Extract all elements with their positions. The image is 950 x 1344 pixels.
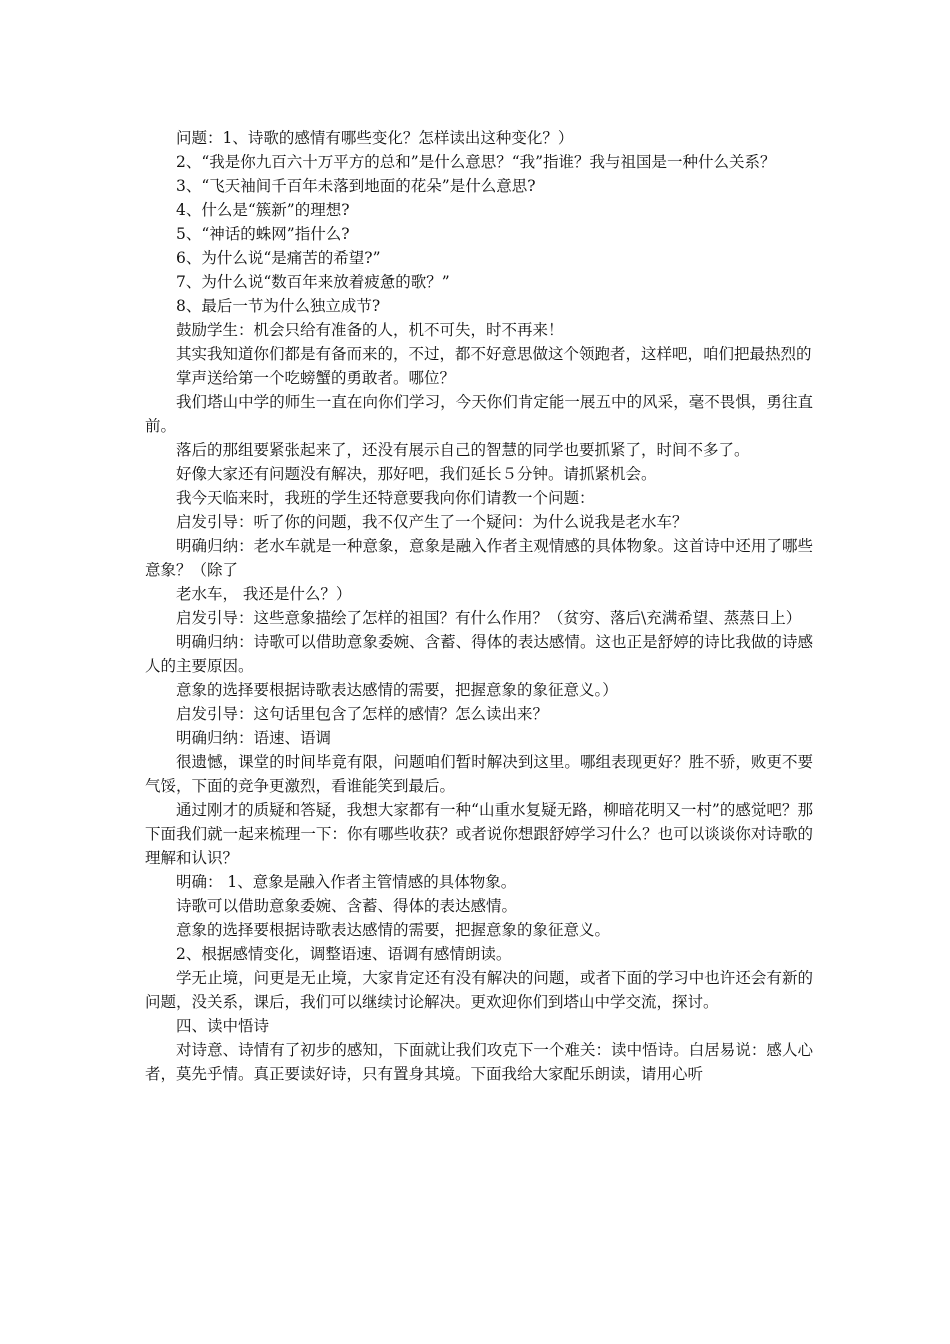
applause-paragraph: 掌声送给第一个吃螃蟹的勇敢者。哪位？ — [176, 369, 456, 387]
encourage-paragraph: 鼓励学生：机会只给有准备的人，机不可失，时不再来！ — [176, 321, 564, 339]
guide-motherland-paragraph: 启发引导：这些意象描绘了怎样的祖国？有什么作用？（贫穷、落后\充满希望、蒸蒸日上） — [176, 609, 802, 627]
question-6-paragraph: 6、为什么说“是痛苦的希望?” — [176, 249, 381, 267]
review-paragraph: 通过刚才的质疑和答疑，我想大家都有一种“山重水复疑无路，柳暗花明又一村”的感觉吧？那下面我们就一起来梳理一下：你有哪些收获？或者说你想跟舒婷学习什么？也可以谈谈你对诗歌的理解和认识？ — [145, 801, 813, 867]
imagery-choice-paragraph: 意象的选择要根据诗歌表达感情的需要，把握意象的象征意义。） — [176, 681, 618, 699]
question-8-paragraph: 8、最后一节为什么独立成节? — [176, 297, 381, 315]
reading-intro-paragraph: 对诗意、诗情有了初步的感知，下面就让我们攻克下一个难关：读中悟诗。白居易说：感人心者，莫先乎情。真正要读好诗，只有置身其境。下面我给大家配乐朗读，请用心听 — [145, 1041, 813, 1083]
clarify-1-paragraph: 明确： 1、意象是融入作者主管情感的具体物象。 — [176, 873, 517, 891]
waterwheel-question-paragraph: 老水车， 我还是什么？） — [176, 585, 352, 603]
question-from-class-paragraph: 我今天临来时，我班的学生还特意要我向你们请教一个问题： — [176, 489, 595, 507]
summary-tone-paragraph: 明确归纳：语速、语调 — [176, 729, 332, 747]
summary-expression-paragraph: 明确归纳：诗歌可以借助意象委婉、含蓄、得体的表达感情。这也正是舒婷的诗比我做的诗感人的主要原因。 — [145, 633, 813, 675]
guide-waterwheel-paragraph: 启发引导：听了你的问题，我不仅产生了一个疑问：为什么说我是老水车？ — [176, 513, 688, 531]
document-body — [145, 126, 813, 1086]
question-2-paragraph: 2、“我是你九百六十万平方的总和”是什么意思？“我”指谁？我与祖国是一种什么关系？ — [176, 153, 776, 171]
summary-imagery-paragraph: 明确归纳：老水车就是一种意象，意象是融入作者主观情感的具体物象。这首诗中还用了哪些意象？（除了 — [145, 537, 813, 579]
clarify-choice-paragraph: 意象的选择要根据诗歌表达感情的需要，把握意象的象征意义。 — [176, 921, 611, 939]
regret-paragraph: 很遗憾，课堂的时间毕竟有限，问题咱们暂时解决到这里。哪组表现更好？胜不骄，败更不要气馁，下面的竞争更激烈，看谁能笑到最后。 — [145, 753, 813, 795]
question-7-paragraph: 7、为什么说“数百年来放着疲惫的歌？” — [176, 273, 450, 291]
leader-paragraph: 其实我知道你们都是有备而来的，不过，都不好意思做这个领跑者，这样吧，咱们把最热烈的 — [176, 345, 812, 363]
clarify-expression-paragraph: 诗歌可以借助意象委婉、含蓄、得体的表达感情。 — [176, 897, 518, 915]
extend-paragraph: 好像大家还有问题没有解决，那好吧，我们延长５分钟。请抓紧机会。 — [176, 465, 657, 483]
guide-emotion-paragraph: 启发引导：这句话里包含了怎样的感情？怎么读出来？ — [176, 705, 549, 723]
endless-learning-paragraph: 学无止境，问更是无止境，大家肯定还有没有解决的问题，或者下面的学习中也许还会有新的问题，没关系，课后，我们可以继续讨论解决。更欢迎你们到塔山中学交流，探讨。 — [145, 969, 813, 1011]
section-heading-4: 四、读中悟诗 — [176, 1017, 270, 1035]
tashan-paragraph: 我们塔山中学的师生一直在向你们学习，今天你们肯定能一展五中的风采，毫不畏惧，勇往直前。 — [145, 393, 813, 435]
question-3-paragraph: 3、“飞天袖间千百年未落到地面的花朵”是什么意思? — [176, 177, 536, 195]
hurry-paragraph: 落后的那组要紧张起来了，还没有展示自己的智慧的同学也要抓紧了，时间不多了。 — [176, 441, 750, 459]
question-4-paragraph: 4、什么是“簇新”的理想? — [176, 201, 350, 219]
question-5-paragraph: 5、“神话的蛛网”指什么? — [176, 225, 350, 243]
clarify-2-paragraph: 2、根据感情变化，调整语速、语调有感情朗读。 — [176, 945, 512, 963]
question-intro-paragraph: 问题：1、诗歌的感情有哪些变化？怎样读出这种变化？） — [176, 129, 574, 147]
